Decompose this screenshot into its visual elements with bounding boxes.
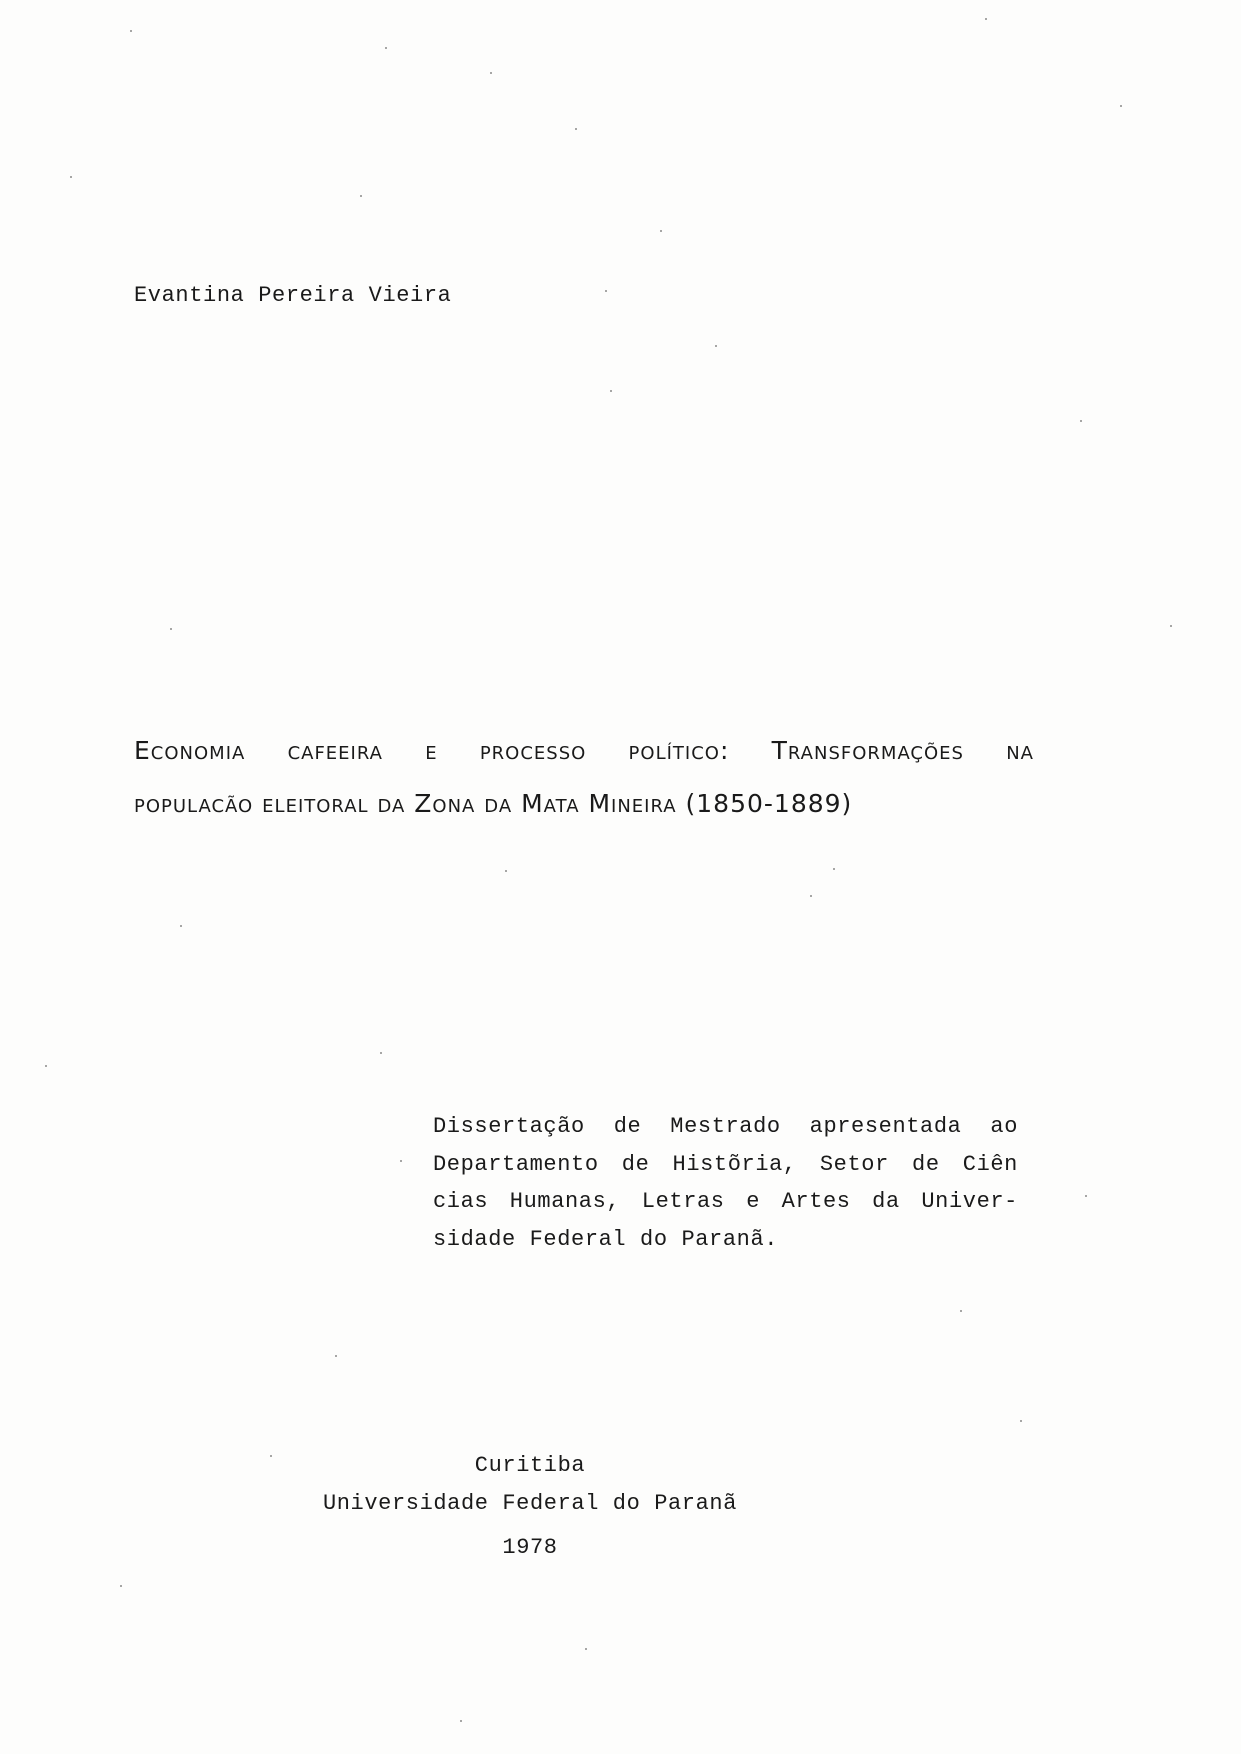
- scan-speck: [1080, 420, 1082, 422]
- scan-speck: [170, 628, 172, 630]
- scan-speck: [810, 895, 812, 897]
- imprint: [290, 1447, 770, 1567]
- dissertation-title: [134, 724, 1034, 830]
- scan-speck: [180, 925, 182, 927]
- scan-speck: [575, 128, 577, 130]
- imprint-city: Curitiba: [474, 1453, 586, 1478]
- title-line-2: populacão eleitoral da Zona da Mata Mineira (1850-1889): [134, 789, 853, 818]
- title-line-1: Economia cafeeira e processo político: Transformações na: [134, 736, 1034, 765]
- imprint-year: 1978: [502, 1535, 558, 1560]
- scan-speck: [120, 1585, 122, 1587]
- dissertation-note-line-1: Dissertação de Mestrado apresentada ao: [433, 1114, 1018, 1139]
- scan-speck: [1085, 1195, 1087, 1197]
- scan-speck: [985, 18, 987, 20]
- scan-speck: [605, 290, 607, 292]
- scan-speck: [490, 72, 492, 74]
- scan-speck: [130, 30, 132, 32]
- scan-speck: [1170, 625, 1172, 627]
- scan-speck: [380, 1052, 382, 1054]
- scan-speck: [1120, 105, 1122, 107]
- scan-speck: [1020, 1420, 1022, 1422]
- scan-speck: [715, 345, 717, 347]
- scan-speck: [585, 1648, 587, 1650]
- scan-speck: [70, 176, 72, 178]
- scan-speck: [335, 1355, 337, 1357]
- scan-speck: [45, 1065, 47, 1067]
- scan-speck: [960, 1310, 962, 1312]
- scan-speck: [385, 47, 387, 49]
- dissertation-note-line-4: sidade Federal do Paranã.: [433, 1226, 779, 1252]
- dissertation-note: [433, 1108, 1018, 1258]
- scan-speck: [610, 390, 612, 392]
- scan-speck: [360, 195, 362, 197]
- scan-speck: [270, 1455, 272, 1457]
- dissertation-note-line-3: cias Humanas, Letras e Artes da Univer-: [433, 1189, 1018, 1214]
- imprint-institution: Universidade Federal do Paranã: [322, 1491, 738, 1516]
- author-name: Evantina Pereira Vieira: [134, 283, 452, 308]
- scan-speck: [833, 868, 835, 870]
- scan-speck: [400, 1160, 402, 1162]
- scan-speck: [660, 230, 662, 232]
- dissertation-note-line-2: Departamento de Histõria, Setor de Ciên: [433, 1151, 1018, 1177]
- scan-speck: [460, 1720, 462, 1722]
- scan-speck: [505, 870, 507, 872]
